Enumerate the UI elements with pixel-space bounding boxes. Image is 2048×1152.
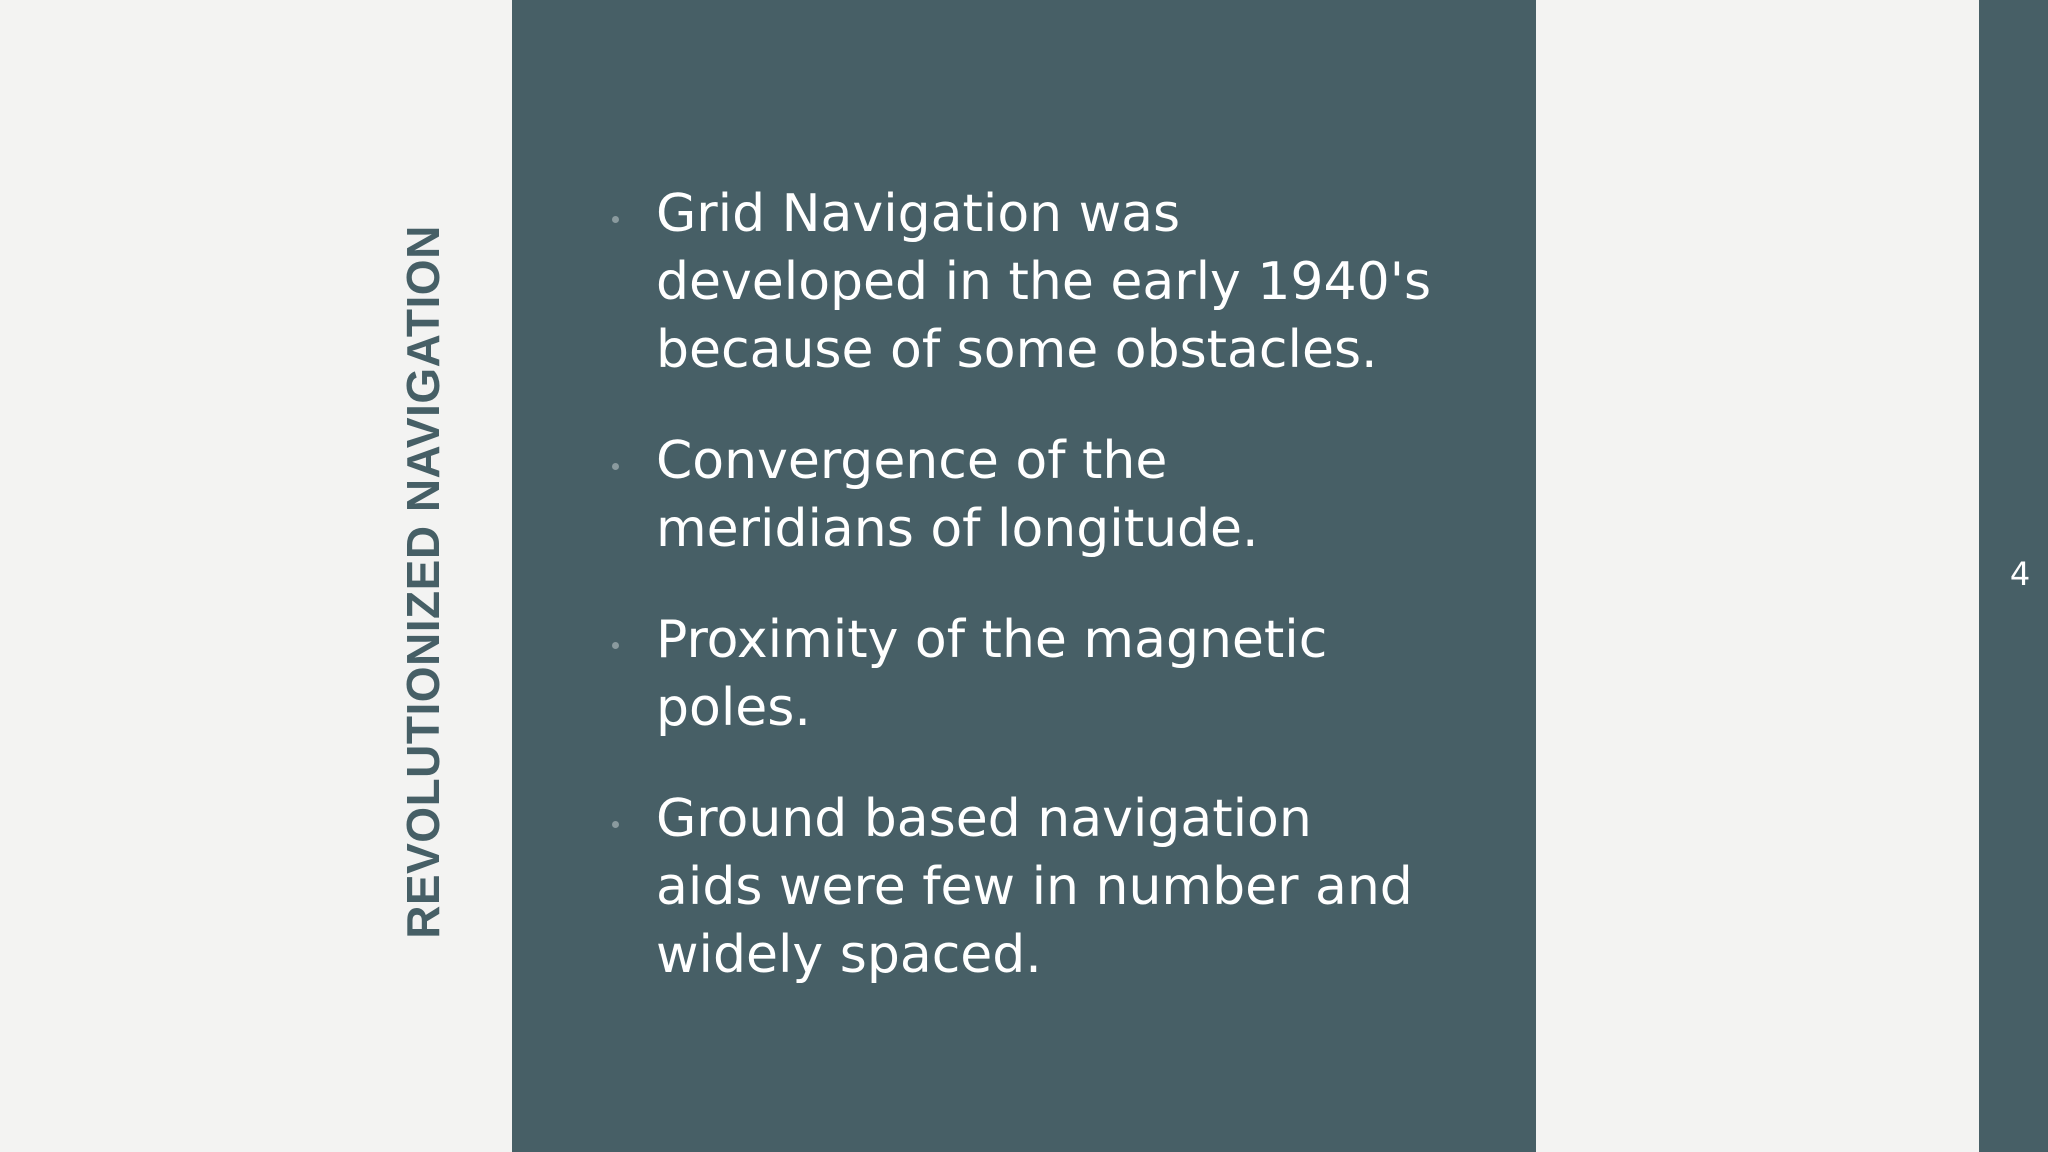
bullet-item — [612, 785, 1432, 989]
bullet-text: Proximity of the magnetic poles. — [656, 610, 1328, 738]
bullet-dot-icon — [612, 642, 619, 649]
content-panel — [512, 0, 1536, 1152]
bullet-item — [612, 606, 1432, 742]
bullet-item — [612, 180, 1432, 384]
bullet-item — [612, 427, 1432, 563]
bullet-dot-icon — [612, 821, 619, 828]
bullet-text: Grid Navigation was developed in the early 1940's because of some obstacles. — [656, 184, 1432, 380]
bullet-text: Convergence of the meridians of longitude. — [656, 431, 1259, 559]
slide-title: REVOLUTIONIZED NAVIGATION — [397, 225, 449, 939]
bullet-text: Ground based navigation aids were few in number and widely spaced. — [656, 789, 1413, 985]
bullet-list — [612, 180, 1432, 1032]
bullet-dot-icon — [612, 463, 619, 470]
page-number: 4 — [2009, 555, 2031, 593]
bullet-dot-icon — [612, 216, 619, 223]
